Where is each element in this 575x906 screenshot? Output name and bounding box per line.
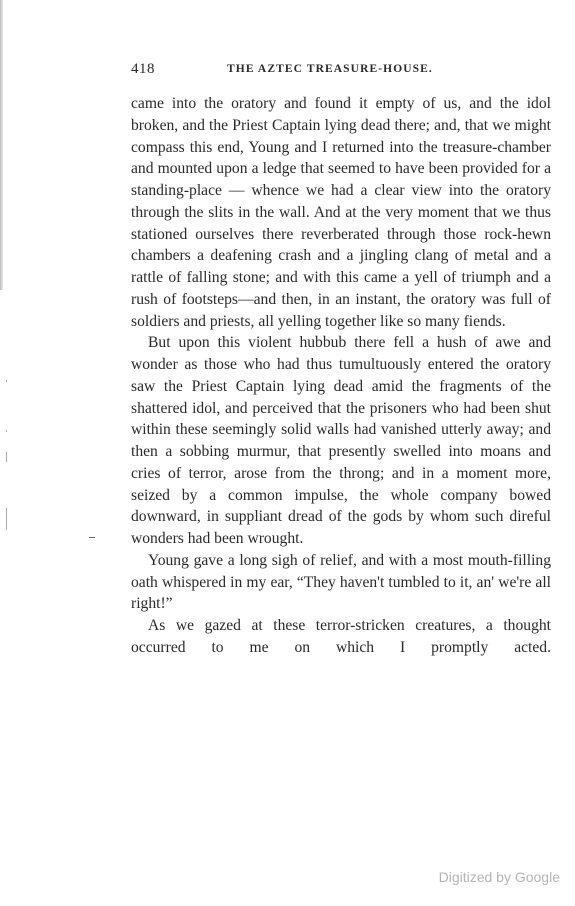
paragraph: Young gave a long sigh of relief, and with a most mouth-filling oath whispered in my ear, “They haven't tumbled to it, an' we're all right!” (131, 551, 551, 613)
paragraph: came into the oratory and found it empty of us, and the idol broken, and the Priest Captain lying dead there; and, that we might compass this end, Young and I returned into the treasure-chamber and mounted upon a ledge that seemed to have been provided for a standing-place — whence we had a clear view into the oratory through the slits in the wall. And at the very moment that we thus stationed ourselves there reverberated through those rock-hewn chambers a deafening crash and a jingling clang of metal and a rattle of falling stone; and with this came a yell of triumph and a rush of footsteps—and then, in an instant, the oratory was full of soldiers and priests, all yelling together like so many fiends. (131, 95, 551, 330)
scan-artifact (6, 452, 7, 462)
page-number: 418 (131, 61, 155, 77)
scan-artifact (6, 380, 7, 382)
paragraph: But upon this violent hubbub there fell a hush of awe and wonder as those who had thus tumultuously entered the oratory saw the Priest Captain lying dead amid the fragments of the shattered idol, and perceived that the prisoners who had been shut within these seemingly solid walls had vanished utterly away; and then a sobbing murmur, that presently swelled into moans and cries of terror, arose from the throng; and in a moment more, seized by a common impulse, the whole company bowed downward, in suppliant dread of the gods by whom such direful wonders had been wrought. (131, 334, 551, 547)
running-head (131, 61, 550, 81)
paragraph: As we gazed at these terror-stricken creatures, a thought occurred to me on which I promptly acted. (131, 617, 551, 656)
body-text (131, 93, 551, 659)
running-title: THE AZTEC TREASURE-HOUSE. (227, 63, 433, 75)
scan-artifact (6, 430, 7, 432)
digitized-watermark: Digitized by Google (438, 869, 560, 885)
scan-edge-shadow (0, 0, 3, 290)
scan-artifact (89, 537, 95, 538)
scan-artifact (6, 508, 7, 530)
